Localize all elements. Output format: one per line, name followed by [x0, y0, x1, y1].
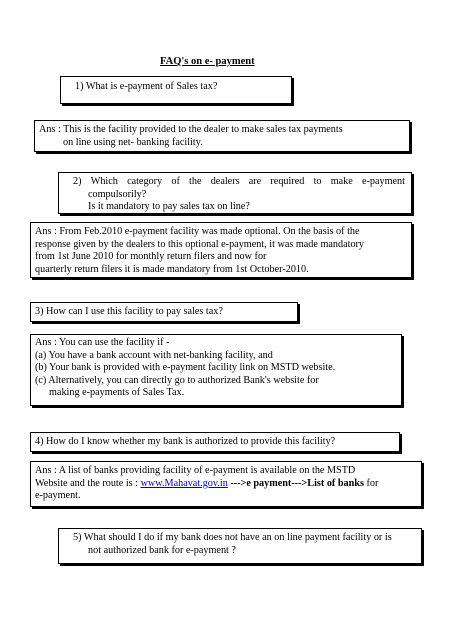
mstd-website-link[interactable]: www.Mahavat.gov.in [140, 477, 228, 489]
answer-4-route-path: --->e payment--->List of banks [227, 477, 364, 489]
question-4-box [30, 432, 400, 452]
answer-2-line-1: Ans : From Feb.2010 e-payment facility was made optional. On the basis of the [35, 226, 360, 237]
answer-2-line-2: response given by the dealers to this optional e-payment, it was made mandatory [35, 238, 365, 250]
answer-4-line-2 [35, 478, 417, 491]
answer-4-line-3: e-payment. [35, 490, 81, 502]
q2-word: dealers [210, 176, 240, 187]
q2-word: e-payment [361, 176, 405, 187]
question-1-box [60, 76, 292, 104]
q2-word: to [313, 176, 322, 187]
answer-2-box [30, 222, 412, 278]
question-1-text: 1) What is e-payment of Sales tax? [75, 81, 218, 92]
answer-1-line-2: on line using net- banking facility. [63, 136, 203, 148]
q2-word: are [248, 176, 262, 187]
answer-4-route-prefix: Website and the route is : [35, 477, 141, 489]
page-title: FAQ's on e- payment [160, 56, 255, 67]
q2-word: of [171, 176, 180, 187]
q2-word: the [189, 176, 202, 187]
answer-3-line-2: (a) You have a bank account with net-banking facility, and [35, 349, 273, 361]
question-4-text: 4) How do I know whether my bank is authorized to provide this facility? [35, 436, 336, 447]
q2-word: make [330, 176, 353, 187]
answer-4-box [30, 461, 422, 507]
answer-3-line-3: (b) Your bank is provided with e-payment facility link on MSTD website. [35, 362, 336, 374]
answer-3-line-4: (c) Alternatively, you can directly go to authorized Bank's website for [35, 374, 319, 386]
question-2-line-2: compulsorily? [88, 188, 147, 200]
answer-1-box [34, 120, 410, 152]
question-3-text: 3) How can I use this facility to pay sales tax? [35, 306, 223, 317]
answer-4-line-1: Ans : A list of banks providing facility of e-payment is available on the MSTD [35, 465, 356, 476]
q2-word: 2) [73, 176, 82, 187]
question-2-line-1 [73, 176, 405, 189]
answer-4-route-suffix: for [363, 477, 379, 489]
answer-3-line-1: Ans : You can use the facility if - [35, 337, 170, 348]
question-5-line-1: 5) What should I do if my bank does not have an on line payment facility or is [73, 532, 392, 543]
question-5-box [58, 528, 422, 564]
answer-3-box [30, 334, 402, 406]
answer-2-line-3: from 1st June 2010 for monthly return filers and now for [35, 251, 267, 263]
q2-word: required [270, 176, 305, 187]
answer-2-line-4: quarterly return filers it is made mandatory from 1st October-2010. [35, 263, 309, 275]
question-2-box [58, 172, 412, 214]
q2-word: Which [90, 176, 118, 187]
answer-1-line-1: Ans : This is the facility provided to the dealer to make sales tax payments [39, 124, 343, 135]
q2-word: category [127, 176, 163, 187]
question-2-line-3: Is it mandatory to pay sales tax on line? [88, 201, 250, 213]
question-5-line-2: not authorized bank for e-payment ? [88, 544, 236, 556]
question-3-box [30, 302, 298, 322]
answer-3-line-5: making e-payments of Sales Tax. [49, 387, 185, 399]
